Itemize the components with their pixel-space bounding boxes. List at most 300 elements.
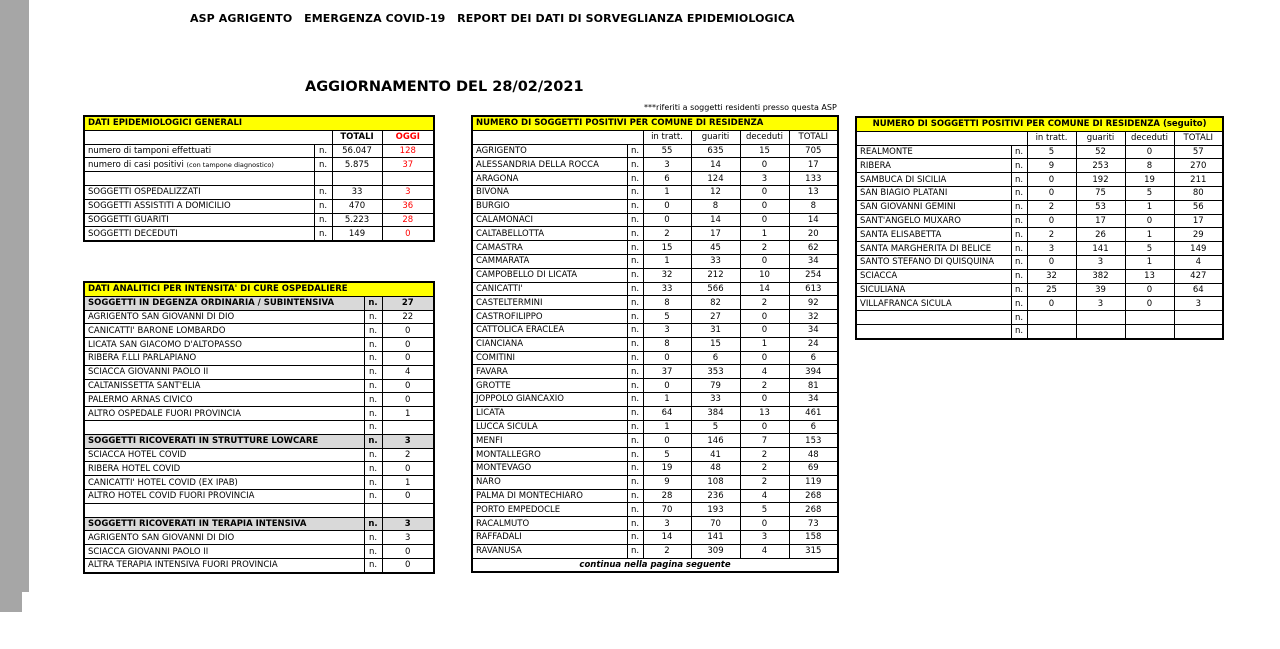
continued-note: continua nella pagina seguente [472,558,838,572]
municipality-row [472,544,838,558]
total-count: 34 [789,323,838,337]
total-count: 270 [1174,159,1223,173]
deceased-count [1125,311,1174,325]
general-row [84,158,434,172]
in-treatment-count: 0 [643,213,691,227]
total-count [1174,311,1223,325]
recovered-count: 141 [691,530,740,544]
recovered-count: 14 [691,158,740,172]
municipality-row [472,241,838,255]
left-margin-bar [0,0,29,592]
recovered-count: 26 [1076,228,1125,242]
hospital-row-value: 0 [382,489,434,503]
municipality-name: CAMMARATA [472,254,627,268]
hospital-row-label: CANICATTI' BARONE LOMBARDO [84,324,364,338]
municipality-n: n. [627,503,643,517]
municipality-n: n. [627,461,643,475]
general-row-n: n. [314,158,332,172]
hospital-row-label [84,503,364,517]
municipality-name: BURGIO [472,199,627,213]
in-treatment-count: 6 [643,172,691,186]
recovered-count: 141 [1076,242,1125,256]
total-count: 24 [789,337,838,351]
recovered-count: 146 [691,434,740,448]
recovered-count: 108 [691,475,740,489]
municipality-name: SANTA ELISABETTA [856,228,1011,242]
recovered-count: 14 [691,213,740,227]
municipality-name: LICATA [472,406,627,420]
municipality-n: n. [627,213,643,227]
municipality-name: RAVANUSA [472,544,627,558]
hospital-row-label: SOGGETTI RICOVERATI IN TERAPIA INTENSIVA [84,517,364,531]
municipality-row [472,227,838,241]
in-treatment-count: 0 [1027,297,1076,311]
hospital-row-label: CANICATTI' HOTEL COVID (EX IPAB) [84,476,364,490]
municipality-name: FAVARA [472,365,627,379]
general-row-label-text: SOGGETTI DECEDUTI [88,228,178,239]
hospital-row [84,448,434,462]
total-count: 20 [789,227,838,241]
deceased-count: 0 [740,310,789,324]
deceased-count: 15 [740,144,789,158]
total-count: 13 [789,185,838,199]
general-row-label [84,158,314,172]
municipality-n: n. [1011,186,1027,200]
hospital-data-table [83,281,435,574]
municipality-n: n. [627,296,643,310]
hospital-row-n: n. [364,531,382,545]
hospital-row [84,476,434,490]
deceased-count: 0 [740,185,789,199]
general-row [84,185,434,199]
municipality-n: n. [627,406,643,420]
total-count: 80 [1174,186,1223,200]
hospital-row-label: ALTRA TERAPIA INTENSIVA FUORI PROVINCIA [84,558,364,572]
total-count: 56 [1174,200,1223,214]
municipality-n: n. [627,530,643,544]
in-treatment-count: 25 [1027,283,1076,297]
total-count: 315 [789,544,838,558]
municipality-row [472,434,838,448]
hospital-row [84,296,434,310]
municipality-name: REALMONTE [856,145,1011,159]
hospital-row-label: SCIACCA GIOVANNI PAOLO II [84,365,364,379]
municipality-row [856,311,1223,325]
municipality-name: SANT'ANGELO MUXARO [856,214,1011,228]
deceased-count: 0 [740,517,789,531]
municipality-row [472,310,838,324]
municipality-n: n. [627,172,643,186]
hospital-row [84,407,434,421]
general-row-oggi: 3 [382,185,434,199]
deceased-count: 0 [1125,214,1174,228]
municipality-name: SCIACCA [856,269,1011,283]
in-treatment-count: 5 [643,310,691,324]
hospital-row-n: n. [364,558,382,572]
hospital-row-label: SCIACCA HOTEL COVID [84,448,364,462]
hospital-row-value: 1 [382,407,434,421]
municipality-row [472,185,838,199]
hospital-row-value: 0 [382,351,434,365]
municipality-row [472,461,838,475]
municipality-n: n. [627,282,643,296]
hospital-title: DATI ANALITICI PER INTENSITA' DI CURE OSPEDALIERE [84,282,434,296]
general-row-oggi: 28 [382,213,434,227]
recovered-count: 566 [691,282,740,296]
total-count: 427 [1174,269,1223,283]
municipality-n: n. [627,158,643,172]
hospital-row-value: 2 [382,448,434,462]
general-row-label [84,144,314,158]
municipality-row [472,392,838,406]
deceased-count: 4 [740,544,789,558]
general-row-label [84,227,314,241]
in-treatment-count: 32 [1027,269,1076,283]
recovered-count [1076,324,1125,338]
municipality-row [472,268,838,282]
municipality-name: PALMA DI MONTECHIARO [472,489,627,503]
general-row-n: n. [314,199,332,213]
total-count: 6 [789,351,838,365]
municipality-n: n. [1011,311,1027,325]
in-treatment-count: 8 [643,296,691,310]
recovered-count: 192 [1076,173,1125,187]
general-title: DATI EPIDEMIOLOGICI GENERALI [84,116,434,130]
hospital-row [84,462,434,476]
hospital-row-n: n. [364,324,382,338]
recovered-count: 70 [691,517,740,531]
general-row [84,172,434,186]
hospital-row-value: 0 [382,545,434,559]
municipality-row [472,351,838,365]
hospital-row-label: AGRIGENTO SAN GIOVANNI DI DIO [84,531,364,545]
in-treatment-count: 19 [643,461,691,475]
municipality-n: n. [1011,173,1027,187]
deceased-count: 5 [1125,242,1174,256]
in-treatment-count [1027,311,1076,325]
general-row-oggi: 36 [382,199,434,213]
municipality-n: n. [627,254,643,268]
left-margin-bar-bottom [0,592,22,612]
deceased-count: 0 [740,392,789,406]
hospital-row-value: 0 [382,324,434,338]
in-treatment-count: 5 [1027,145,1076,159]
recovered-count: 253 [1076,159,1125,173]
total-count: 17 [789,158,838,172]
municipality-row [472,379,838,393]
municipality-name: MENFI [472,434,627,448]
general-row [84,227,434,241]
total-count: 81 [789,379,838,393]
municipality-row [472,406,838,420]
municipalities-title: NUMERO DI SOGGETTI POSITIVI PER COMUNE DI RESIDENZA [472,116,838,130]
deceased-count: 0 [740,420,789,434]
total-count: 69 [789,461,838,475]
general-row-label [84,185,314,199]
hospital-row-n [364,503,382,517]
municipality-name: CATTOLICA ERACLEA [472,323,627,337]
municipality-row [856,186,1223,200]
recovered-count: 33 [691,254,740,268]
in-treatment-count: 2 [643,544,691,558]
municipality-row [472,530,838,544]
municipalities-continued-table [855,116,1224,340]
recovered-count: 635 [691,144,740,158]
recovered-count: 31 [691,323,740,337]
hospital-row-value: 0 [382,379,434,393]
general-row [84,144,434,158]
in-treatment-count: 0 [1027,214,1076,228]
total-count: 394 [789,365,838,379]
hospital-row-n: n. [364,407,382,421]
hospital-row [84,351,434,365]
general-row-oggi [382,172,434,186]
municipality-name: SAMBUCA DI SICILIA [856,173,1011,187]
recovered-count: 6 [691,351,740,365]
recovered-count: 75 [1076,186,1125,200]
deceased-count: 1 [740,337,789,351]
municipality-name: BIVONA [472,185,627,199]
recovered-count: 124 [691,172,740,186]
municipality-row [472,144,838,158]
municipality-name: MONTEVAGO [472,461,627,475]
recovered-count: 5 [691,420,740,434]
hospital-row [84,503,434,517]
hospital-row-n: n. [364,365,382,379]
general-row-totali: 470 [332,199,382,213]
hospital-row-n: n. [364,434,382,448]
general-row-n [314,172,332,186]
general-row-totali: 5.223 [332,213,382,227]
deceased-count: 2 [740,461,789,475]
municipality-row [856,255,1223,269]
hospital-row-value: 3 [382,434,434,448]
municipality-row [472,365,838,379]
deceased-count: 0 [1125,145,1174,159]
deceased-count: 2 [740,241,789,255]
municipality-row [856,159,1223,173]
total-count: 34 [789,392,838,406]
municipality-name: SANTO STEFANO DI QUISQUINA [856,255,1011,269]
general-row-label [84,199,314,213]
continued-row [472,558,838,572]
recovered-count: 384 [691,406,740,420]
municipality-n: n. [627,489,643,503]
total-count: 461 [789,406,838,420]
in-treatment-count: 1 [643,392,691,406]
recovered-count: 193 [691,503,740,517]
general-row-totali: 149 [332,227,382,241]
deceased-count: 13 [740,406,789,420]
hospital-row-value: 4 [382,365,434,379]
total-count: 17 [1174,214,1223,228]
municipality-row [472,517,838,531]
recovered-count: 33 [691,392,740,406]
in-treatment-count: 15 [643,241,691,255]
general-row-label [84,172,314,186]
deceased-count: 1 [1125,255,1174,269]
hospital-row [84,338,434,352]
column-header: deceduti [1125,131,1174,145]
update-date: AGGIORNAMENTO DEL 28/02/2021 [305,79,584,95]
municipality-n: n. [1011,283,1027,297]
municipality-row [472,254,838,268]
recovered-count: 3 [1076,255,1125,269]
hospital-row-value: 0 [382,393,434,407]
in-treatment-count: 2 [1027,200,1076,214]
municipality-name: AGRIGENTO [472,144,627,158]
recovered-count: 53 [1076,200,1125,214]
municipality-name: SAN GIOVANNI GEMINI [856,200,1011,214]
in-treatment-count: 32 [643,268,691,282]
in-treatment-count: 1 [643,420,691,434]
general-row-oggi: 0 [382,227,434,241]
total-count: 29 [1174,228,1223,242]
hospital-row-label: SOGGETTI IN DEGENZA ORDINARIA / SUBINTENSIVA [84,296,364,310]
total-count: 73 [789,517,838,531]
municipality-name [856,311,1011,325]
deceased-count: 2 [740,475,789,489]
municipality-n: n. [627,144,643,158]
in-treatment-count: 28 [643,489,691,503]
municipality-n: n. [627,227,643,241]
total-count: 268 [789,503,838,517]
deceased-count: 13 [1125,269,1174,283]
in-treatment-count: 0 [643,351,691,365]
municipality-n: n. [1011,269,1027,283]
in-treatment-count: 0 [1027,186,1076,200]
deceased-count: 14 [740,282,789,296]
column-header: guariti [691,130,740,144]
in-treatment-count: 3 [643,517,691,531]
municipality-row [472,503,838,517]
total-count: 3 [1174,297,1223,311]
recovered-count: 309 [691,544,740,558]
hospital-row-label: RIBERA HOTEL COVID [84,462,364,476]
in-treatment-count: 0 [643,199,691,213]
general-row-n: n. [314,213,332,227]
hospital-row-n: n. [364,393,382,407]
deceased-count: 4 [740,365,789,379]
hospital-row-n: n. [364,545,382,559]
hospital-row [84,489,434,503]
municipality-row [856,145,1223,159]
in-treatment-count: 8 [643,337,691,351]
hospital-row [84,434,434,448]
in-treatment-count: 5 [643,448,691,462]
total-count: 48 [789,448,838,462]
deceased-count: 3 [740,172,789,186]
recovered-count: 48 [691,461,740,475]
hospital-row-n: n. [364,379,382,393]
municipality-row [472,213,838,227]
recovered-count: 3 [1076,297,1125,311]
recovered-count: 52 [1076,145,1125,159]
general-row-label-text: numero di casi positivi [88,159,187,170]
column-header: guariti [1076,131,1125,145]
municipality-name: CAMPOBELLO DI LICATA [472,268,627,282]
municipality-name: CALAMONACI [472,213,627,227]
hospital-row-n: n. [364,420,382,434]
total-count: 119 [789,475,838,489]
hospital-row-n: n. [364,476,382,490]
hospital-row [84,420,434,434]
total-count: 57 [1174,145,1223,159]
municipality-n: n. [1011,242,1027,256]
general-data-table [83,115,435,242]
in-treatment-count: 33 [643,282,691,296]
municipality-name: ALESSANDRIA DELLA ROCCA [472,158,627,172]
recovered-count: 353 [691,365,740,379]
deceased-count: 2 [740,448,789,462]
total-count: 6 [789,420,838,434]
municipality-name: RIBERA [856,159,1011,173]
general-row-n: n. [314,144,332,158]
municipality-n: n. [627,323,643,337]
in-treatment-count: 0 [643,379,691,393]
hospital-row-value: 3 [382,517,434,531]
column-header: in tratt. [643,130,691,144]
total-count: 34 [789,254,838,268]
general-row [84,213,434,227]
in-treatment-count: 37 [643,365,691,379]
municipality-n: n. [627,365,643,379]
municipality-name: RACALMUTO [472,517,627,531]
column-header: TOTALI [1174,131,1223,145]
general-row-label [84,213,314,227]
in-treatment-count: 3 [1027,242,1076,256]
in-treatment-count: 1 [643,254,691,268]
recovered-count: 45 [691,241,740,255]
hospital-row [84,379,434,393]
municipalities-continued-title: NUMERO DI SOGGETTI POSITIVI PER COMUNE DI RESIDENZA (seguito) [856,117,1223,131]
residents-note: ***riferiti a soggetti residenti presso questa ASP [644,103,837,112]
hospital-row [84,324,434,338]
municipality-n: n. [627,544,643,558]
municipality-name: MONTALLEGRO [472,448,627,462]
hospital-row-label: SCIACCA GIOVANNI PAOLO II [84,545,364,559]
municipality-n: n. [627,475,643,489]
municipality-name: SANTA MARGHERITA DI BELICE [856,242,1011,256]
total-count: 268 [789,489,838,503]
hospital-row-value: 0 [382,558,434,572]
hospital-row-n: n. [364,338,382,352]
recovered-count: 382 [1076,269,1125,283]
total-count: 4 [1174,255,1223,269]
hospital-row-label [84,420,364,434]
column-header: deceduti [740,130,789,144]
total-count [1174,324,1223,338]
in-treatment-count: 0 [1027,173,1076,187]
total-count: 32 [789,310,838,324]
municipality-n: n. [627,379,643,393]
deceased-count: 5 [1125,186,1174,200]
municipality-row [856,228,1223,242]
hospital-row-n: n. [364,462,382,476]
in-treatment-count: 14 [643,530,691,544]
deceased-count: 0 [1125,283,1174,297]
deceased-count: 10 [740,268,789,282]
municipality-row [472,323,838,337]
total-count: 8 [789,199,838,213]
municipality-n: n. [627,241,643,255]
recovered-count: 17 [691,227,740,241]
in-treatment-count: 64 [643,406,691,420]
general-row-label-text: SOGGETTI OSPEDALIZZATI [88,187,201,198]
municipality-n: n. [1011,297,1027,311]
municipality-name: PORTO EMPEDOCLE [472,503,627,517]
municipality-n: n. [627,392,643,406]
